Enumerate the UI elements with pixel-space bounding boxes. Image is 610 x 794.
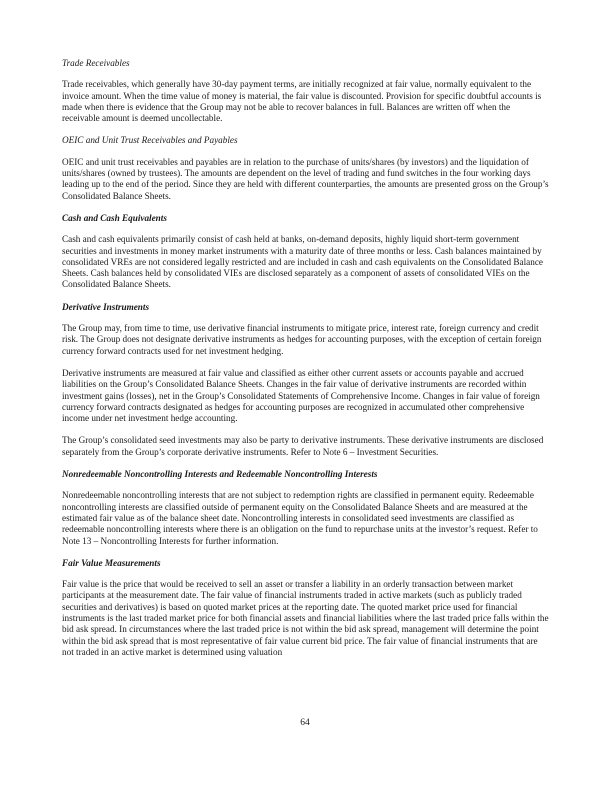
paragraph: Trade receivables, which generally have 30-day payment terms, are initially recognized at fair value, normally equivalent to the invoice amount. When the time value of money is material, the fair value is discounted. Provision for specific doubtful accounts is made when there is evidence that the Group may not be able to recover balances in full. Balances are written off when the receivable amount is deemed uncollectable.	[62, 79, 542, 124]
section-heading: Cash and Cash Equivalents	[62, 212, 167, 223]
section-noncontrolling-interests	[62, 469, 550, 547]
section-fair-value	[62, 558, 550, 658]
section-derivative-instruments	[62, 302, 550, 458]
paragraph: Nonredeemable noncontrolling interests that are not subject to redemption rights are classified in permanent equity. Redeemable noncontrolling interests are classified outside of permanent equity on the Consolidated Balance Sheets and are measured at the estimated fair value as of the balance sheet date. Noncontrolling interests in consolidated seed investments are classified as redeemable noncontrolling interests where there is an obligation on the fund to repurchase units at the investor’s request. Refer to Note 13 – Noncontrolling Interests for further information.	[62, 490, 538, 546]
section-cash-equivalents	[62, 213, 550, 291]
paragraph: Fair value is the price that would be received to sell an asset or transfer a liability in an orderly transaction between market participants at the measurement date. The fair value of financial instruments traded in active markets (such as publicly traded securities and derivatives) is based on quoted market prices at the reporting date. The quoted market price used for financial instruments is the last traded market price for both financial assets and financial liabilities where the last traded price falls within the bid ask spread. In circumstances where the last traded price is not within the bid ask spread, management will determine the point within the bid ask spread that is most representative of fair value current bid price. The fair value of financial instruments that are not traded in an active market is determined using valuation	[62, 579, 549, 657]
paragraph: Derivative instruments are measured at fair value and classified as either other current assets or accounts payable and accrued liabilities on the Group’s Consolidated Balance Sheets. Changes in the fair value of derivative instruments are recorded within investment gains (losses), net in the Group’s Consolidated Statements of Comprehensive Income. Changes in fair value of foreign currency forward contracts designated as hedges for accounting purposes are recognized in accumulated other comprehensive income under net investment hedge accounting.	[62, 367, 540, 424]
section-heading: Trade Receivables	[62, 58, 130, 68]
section-heading: Derivative Instruments	[62, 301, 150, 312]
paragraph: Cash and cash equivalents primarily consist of cash held at banks, on-demand deposits, highly liquid short-term government securities and investments in money market instruments with a maturity date of three months or less. Cash balances maintained by consolidated VREs are not considered legally restricted and are included in cash and cash equivalents on the Consolidated Balance Sheets. Cash balances held by consolidated VIEs are disclosed separately as a component of assets of consolidated VIEs on the Consolidated Balance Sheets.	[62, 234, 543, 290]
paragraph: The Group’s consolidated seed investments may also be party to derivative instruments. These derivative instruments are disclosed separately from the Group’s corporate derivative instruments. Refer to Note 6 – Investment Securities.	[62, 435, 544, 457]
section-trade-receivables	[62, 58, 550, 124]
section-heading: OEIC and Unit Trust Receivables and Payables	[62, 135, 238, 146]
section-oeic-unit-trust	[62, 135, 550, 201]
section-heading: Nonredeemable Noncontrolling Interests and Redeemable Noncontrolling Interests	[62, 469, 378, 480]
document-page	[62, 58, 550, 669]
paragraph: The Group may, from time to time, use derivative financial instruments to mitigate price, interest rate, foreign currency and credit risk. The Group does not designate derivative instruments as hedges for accounting purposes, with the exception of certain foreign currency forward contracts used for net investment hedging.	[62, 323, 542, 356]
paragraph: OEIC and unit trust receivables and payables are in relation to the purchase of units/shares (by investors) and the liquidation of units/shares (owned by trustees). The amounts are dependent on the level of trading and fund switches in the four working days leading up to the end of the period. Since they are held with different counterparties, the amounts are presented gross on the Group’s Consolidated Balance Sheets.	[62, 156, 549, 201]
page-number: 64	[300, 718, 310, 728]
section-heading: Fair Value Measurements	[62, 557, 161, 568]
